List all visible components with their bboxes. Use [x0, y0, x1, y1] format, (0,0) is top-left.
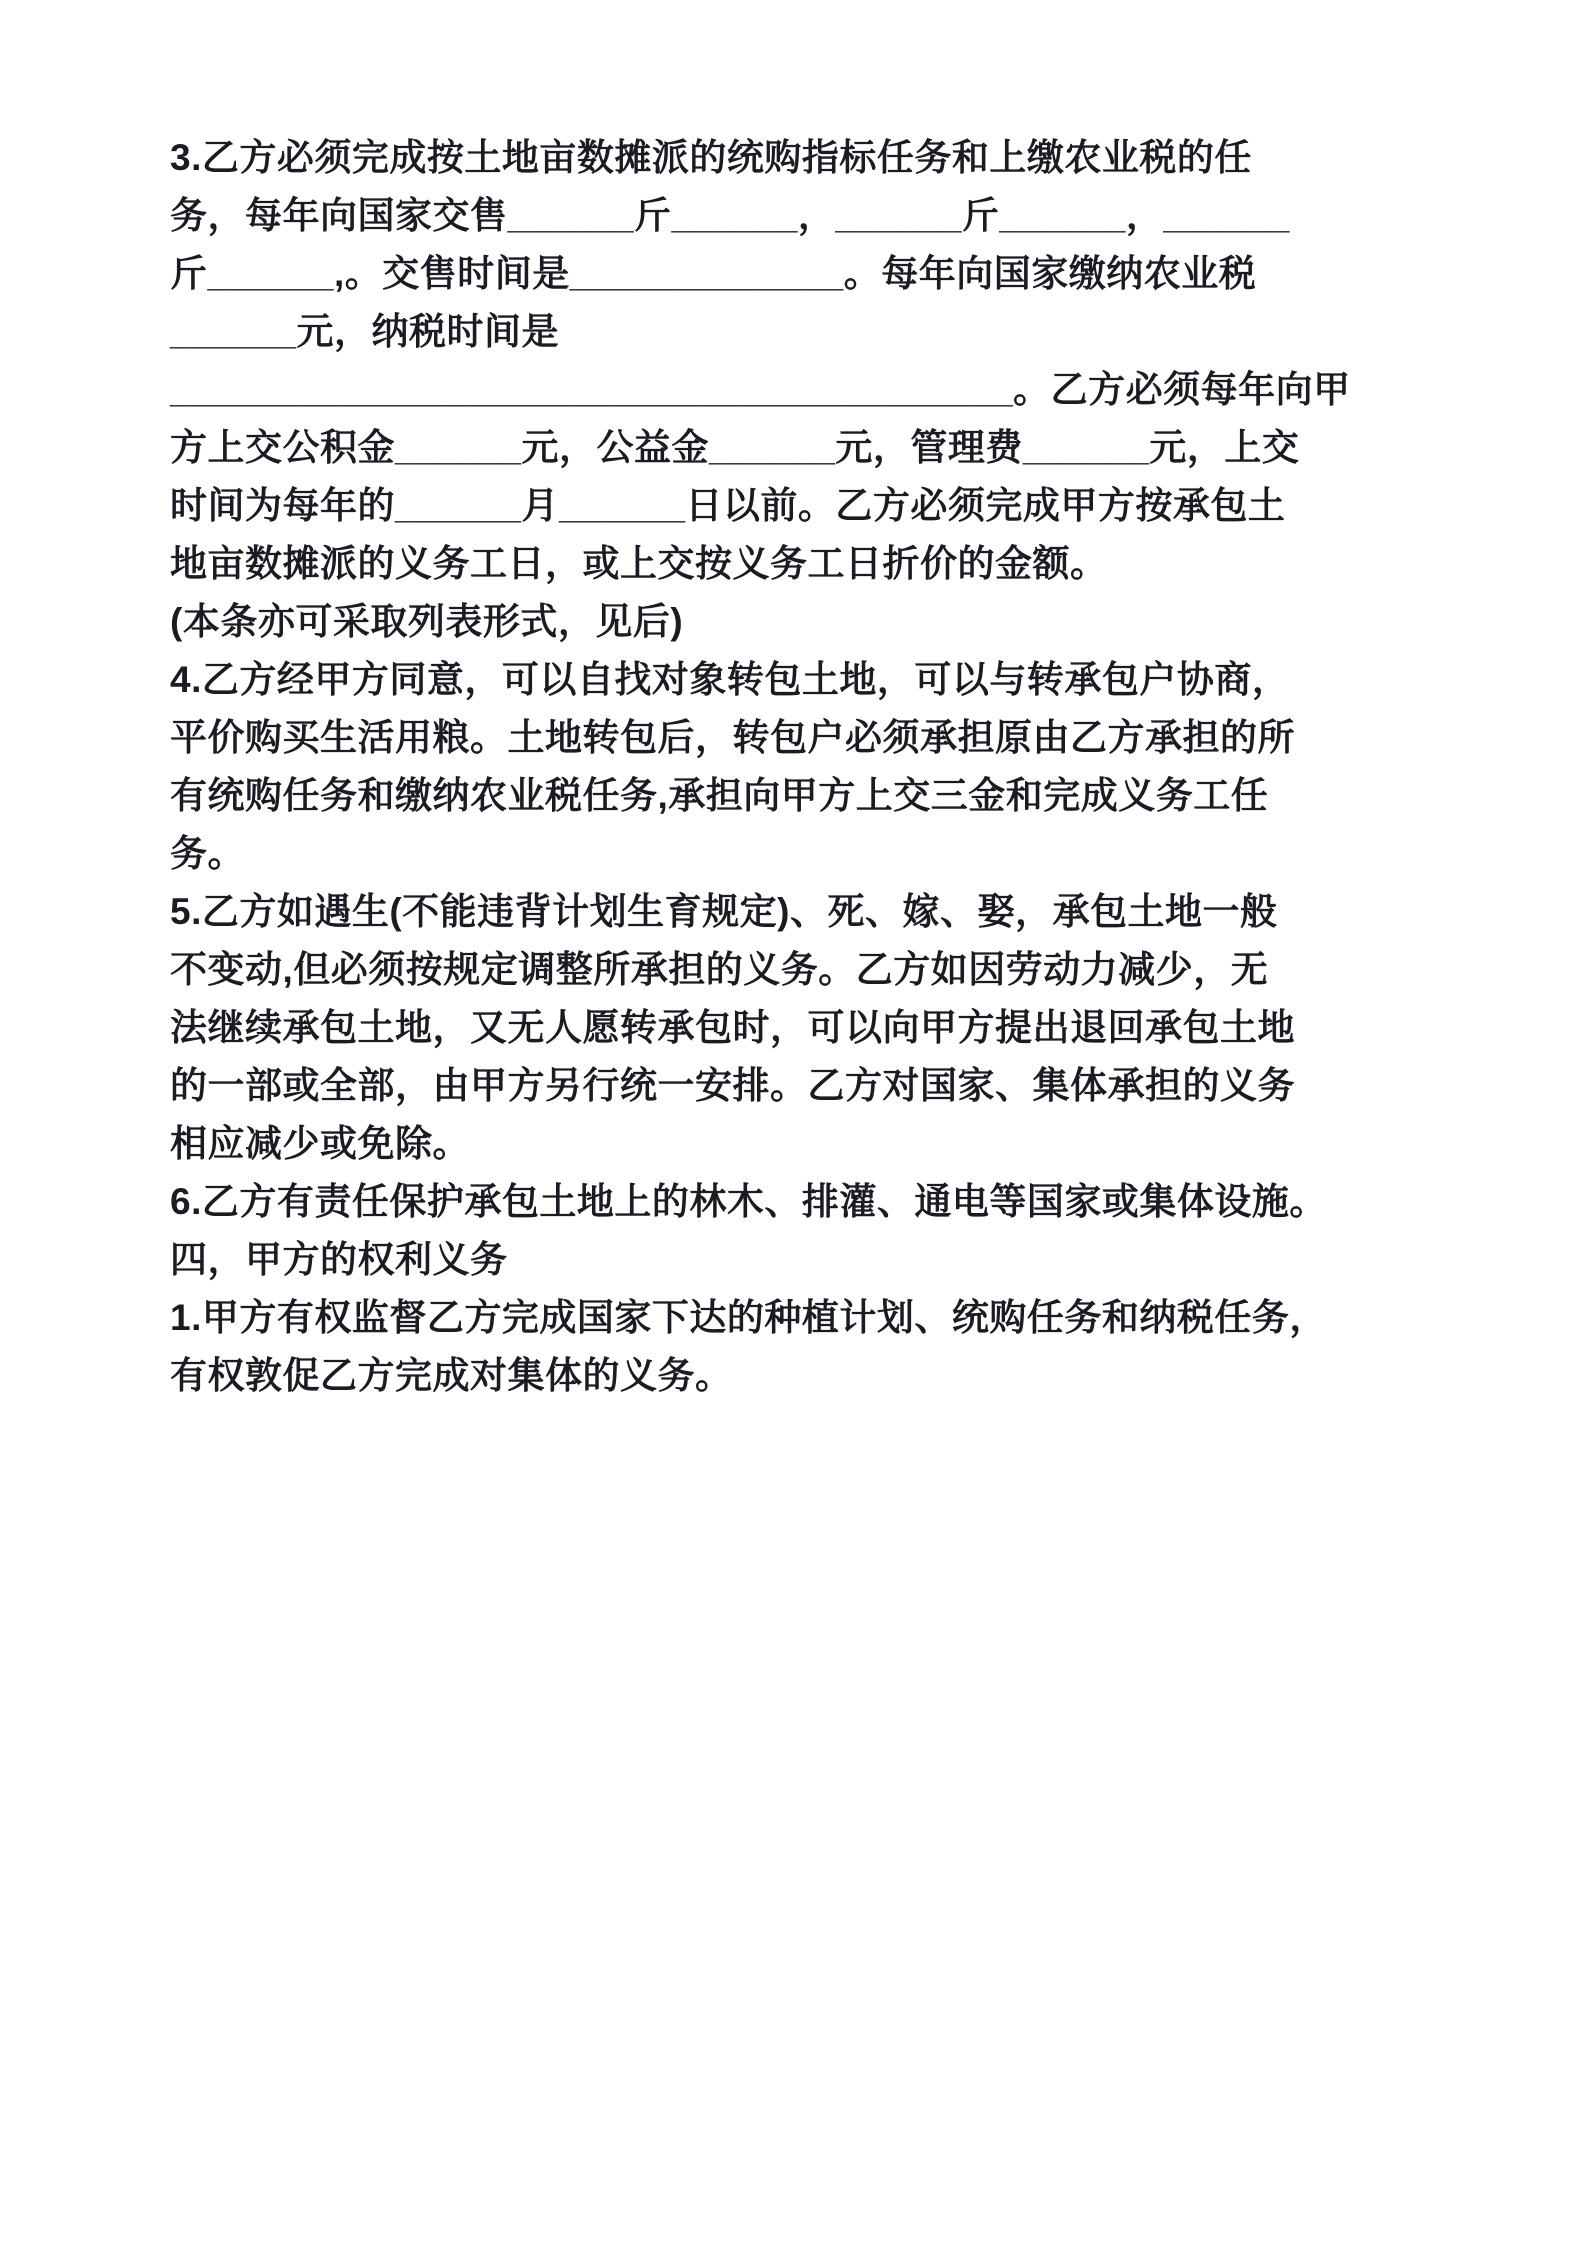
text-line: 时间为每年的______月______日以前。乙方必须完成甲方按承包土	[170, 485, 1286, 526]
text-line: 不变动,但必须按规定调整所承担的义务。乙方如因劳动力减少，无	[170, 949, 1269, 990]
text-line: 四，甲方的权利义务	[170, 1239, 508, 1280]
paragraph	[170, 593, 1425, 651]
text-line: 有权敦促乙方完成对集体的义务。	[170, 1355, 733, 1396]
paragraph	[170, 651, 1425, 883]
paragraph	[170, 1231, 1425, 1289]
text-line: (本条亦可采取列表形式，见后)	[170, 601, 684, 642]
text-line: 相应减少或免除。	[170, 1123, 470, 1164]
paragraph	[170, 1173, 1425, 1231]
text-line: 斤______,。交售时间是_____________。每年向国家缴纳农业税	[170, 253, 1257, 294]
text-line: 的一部或全部，由甲方另行统一安排。乙方对国家、集体承担的义务	[170, 1065, 1295, 1106]
text-line: 4.乙方经甲方同意，可以自找对象转包土地，可以与转承包户协商，	[170, 659, 1290, 700]
text-line: ______元，纳税时间是	[170, 311, 559, 352]
text-line: 法继续承包土地，又无人愿转承包时，可以向甲方提出退回承包土地	[170, 1007, 1295, 1048]
text-line: 地亩数摊派的义务工日，或上交按义务工日折价的金额。	[170, 543, 1108, 584]
text-line: 务。	[170, 833, 245, 874]
document-content	[170, 129, 1425, 1405]
text-line: ________________________________________。乙方必须每年向甲	[170, 369, 1351, 410]
text-line: 务，每年向国家交售______斤______，______斤______，______	[170, 195, 1290, 236]
paragraph	[170, 1289, 1425, 1405]
text-line: 方上交公积金______元，公益金______元，管理费______元，上交	[170, 427, 1300, 468]
text-line: 5.乙方如遇生(不能违背计划生育规定)、死、嫁、娶，承包土地一般	[170, 891, 1278, 932]
text-line: 平价购买生活用粮。土地转包后，转包户必须承担原由乙方承担的所	[170, 717, 1295, 758]
text-line: 1.甲方有权监督乙方完成国家下达的种植计划、统购任务和纳税任务，	[170, 1297, 1327, 1338]
text-line: 6.乙方有责任保护承包土地上的林木、排灌、通电等国家或集体设施。	[170, 1181, 1327, 1222]
paragraph	[170, 361, 1425, 593]
paragraph	[170, 883, 1425, 1173]
paragraph	[170, 129, 1425, 361]
text-line: 3.乙方必须完成按土地亩数摊派的统购指标任务和上缴农业税的任	[170, 137, 1252, 178]
text-line: 有统购任务和缴纳农业税任务,承担向甲方上交三金和完成义务工任	[170, 775, 1269, 816]
